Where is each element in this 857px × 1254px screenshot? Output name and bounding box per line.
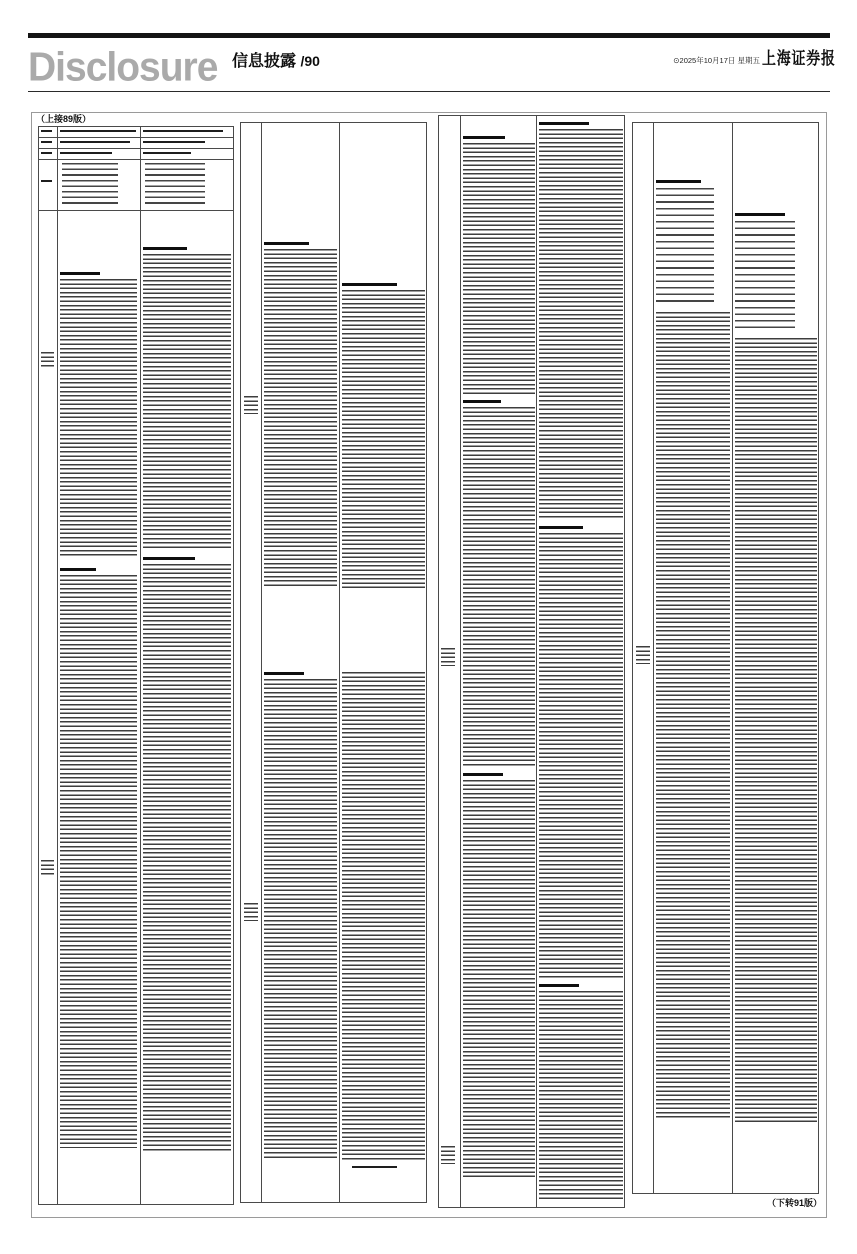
- section-heading: [463, 400, 501, 403]
- table-cell-text: [60, 152, 112, 154]
- brand-logo: Disclosure: [28, 44, 218, 90]
- block-a-column-divider: [140, 126, 141, 1205]
- section-strip-label: [244, 396, 258, 414]
- paragraph-text: [539, 991, 623, 1200]
- paragraph-text: [342, 290, 425, 588]
- table-cell-text: [143, 152, 191, 154]
- block-c-column-divider: [536, 115, 537, 1208]
- section-strip-label: [441, 648, 455, 666]
- section-heading: [60, 568, 96, 571]
- section-heading: [264, 672, 304, 675]
- section-heading: [539, 984, 579, 987]
- section-heading: [539, 122, 589, 125]
- paragraph-text: [463, 780, 535, 1178]
- masthead: 上海证券报: [762, 49, 836, 68]
- paragraph-text: [539, 129, 623, 520]
- table-cell-text: [143, 130, 223, 132]
- paragraph-text: [656, 312, 730, 1120]
- table-grid-line: [38, 148, 234, 149]
- section-heading: [143, 247, 187, 250]
- section-heading: [60, 272, 100, 275]
- section-heading: [656, 180, 701, 183]
- table-cell-text: [60, 130, 136, 132]
- table-cell-text: [41, 152, 52, 154]
- block-c-strip-divider: [460, 115, 461, 1208]
- paragraph-text: [60, 575, 137, 1148]
- header-bottom-rule: [28, 91, 830, 92]
- section-strip-label: [636, 646, 650, 664]
- paragraph-text: [60, 279, 137, 556]
- paragraph-text: [143, 564, 231, 1153]
- table-cell-text: [60, 141, 130, 143]
- paragraph-text: [463, 407, 535, 767]
- table-grid-line: [38, 210, 234, 211]
- section-heading: [143, 557, 195, 560]
- table-cell-text: [143, 141, 205, 143]
- date-line: ⊙2025年10月17日 星期五: [673, 56, 760, 65]
- table-cell-list-text: [62, 163, 118, 206]
- table-cell-text: [41, 130, 52, 132]
- paragraph-text: [342, 672, 425, 1162]
- section-strip-label: [244, 903, 258, 921]
- paragraph-text: [463, 143, 535, 394]
- section-title-text: 信息披露: [232, 53, 297, 70]
- paragraph-text: [264, 679, 337, 1158]
- block-d-column-divider: [732, 122, 733, 1194]
- section-heading: [735, 213, 785, 216]
- section-heading: [264, 242, 309, 245]
- paragraph-text: [143, 254, 231, 548]
- continued-to-marker: （下转91版）: [766, 1198, 822, 1208]
- continued-from-marker: （上接89版）: [36, 114, 92, 124]
- paragraph-text: [735, 338, 817, 1122]
- block-b-strip-divider: [261, 122, 262, 1203]
- table-cell-text: [41, 180, 52, 182]
- block-a-strip-divider: [57, 126, 58, 1205]
- info-list-text: [656, 188, 714, 306]
- paragraph-text: [539, 533, 623, 978]
- header-top-rule: [28, 33, 830, 38]
- section-heading: [539, 526, 583, 529]
- block-b-column-divider: [339, 122, 340, 1203]
- paragraph-text: [264, 249, 337, 588]
- section-strip-label: [441, 1146, 455, 1164]
- section-heading: [463, 136, 505, 139]
- info-list-text: [735, 221, 795, 333]
- paragraph-last-line: [352, 1166, 397, 1168]
- block-d-strip-divider: [653, 122, 654, 1194]
- section-page-number: /90: [300, 53, 320, 69]
- section-heading: [342, 283, 397, 286]
- table-cell-text: [41, 141, 52, 143]
- section-strip-label: [41, 352, 54, 367]
- table-grid-line: [38, 137, 234, 138]
- table-grid-line: [38, 159, 234, 160]
- table-cell-list-text: [145, 163, 205, 206]
- section-heading: [463, 773, 503, 776]
- section-strip-label: [41, 860, 54, 875]
- page-section-title: [232, 54, 320, 70]
